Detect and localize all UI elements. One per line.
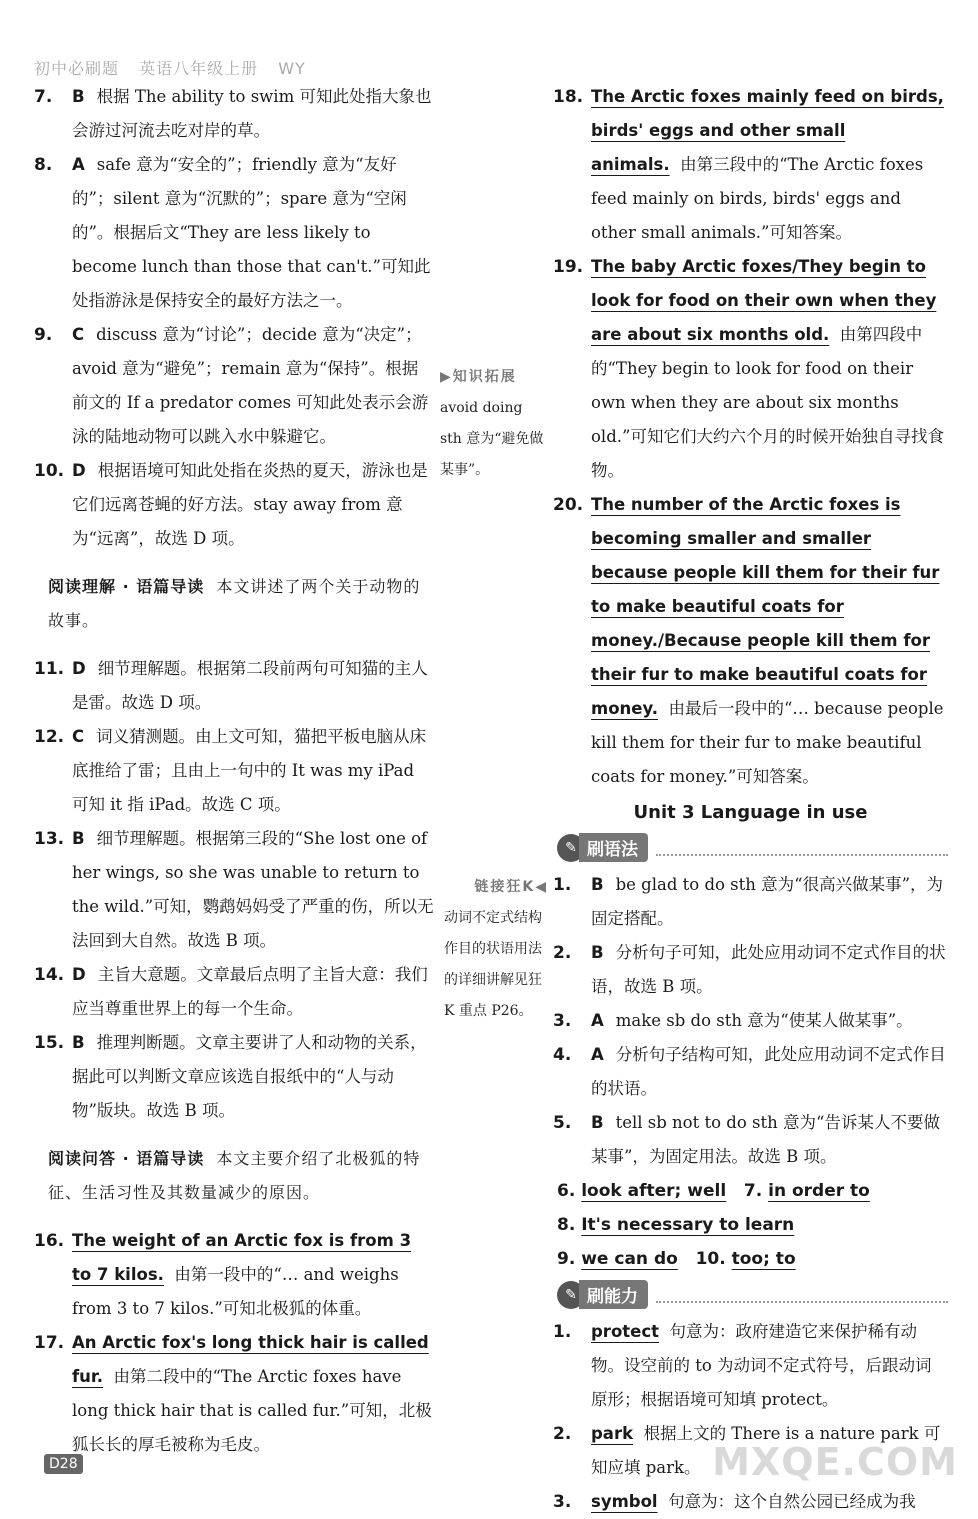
item-explanation: 主旨大意题。文章最后点明了主旨大意：我们应当尊重世界上的每一个生命。 — [72, 965, 428, 1018]
item-explanation: 推理判断题。文章主要讲了人和动物的关系，据此可以判断文章应该选自报纸中的“人与动物”版块。故选 B 项。 — [72, 1033, 427, 1120]
watermark: MXQE.COM — [712, 1440, 958, 1484]
section-label: 阅读理解 · 语篇导读 — [48, 577, 205, 596]
item-explanation: 由第一段中的“… and weighs from 3 to 7 kilos.”可知北极狐的体重。 — [72, 1265, 399, 1318]
item-answer: protect — [591, 1322, 660, 1341]
item-explanation: 词义猜测题。由上文可知，猫把平板电脑从床底推给了雷；且由上一句中的 It was my iPad 可知 it 指 iPad。故选 C 项。 — [72, 727, 427, 814]
answer-item-9 — [34, 318, 434, 454]
item-explanation: 句意为：政府建造它来保护稀有动物。设空前的 to 为动词不定式符号，后跟动词原形；根据语境可知填 protect。 — [591, 1322, 932, 1409]
link-note — [444, 872, 548, 1027]
item-explanation: tell sb not to do sth 意为“告诉某人不要做某事”，为固定用法。故选 B 项。 — [591, 1113, 940, 1166]
item-answer: A — [72, 155, 85, 174]
item-answer: The weight of an Arctic fox is from 3 to 7 kilos. — [72, 1231, 412, 1284]
item-explanation: 分析句子结构可知，此处应用动词不定式作目的状语。 — [591, 1045, 946, 1098]
item-number: 17. — [34, 1333, 65, 1353]
item-answer: An Arctic fox's long thick hair is called fur. — [72, 1333, 429, 1386]
answer-item-16 — [34, 1224, 434, 1326]
badge-label: 刷语法 — [579, 833, 648, 862]
page-number: D28 — [44, 1454, 83, 1474]
item-explanation: 由第二段中的“The Arctic foxes have long thick hair that is called fur.”可知，北极狐长长的厚毛被称为毛皮。 — [72, 1367, 432, 1454]
item-answer: look after; well — [581, 1181, 727, 1201]
answer-item-12 — [34, 720, 434, 822]
answer-item-7 — [34, 80, 434, 148]
ability-badge — [557, 1280, 948, 1309]
item-number: 19. — [553, 257, 584, 277]
subject-title: 英语八年级上册 — [139, 59, 259, 78]
item-number: 8. — [34, 155, 53, 175]
item-answer: B — [591, 1113, 604, 1132]
item-number: 7. — [34, 87, 53, 107]
item-answer: A — [591, 1011, 604, 1030]
note-title: ▶知识拓展 — [440, 369, 517, 385]
item-number: 20. — [553, 495, 584, 515]
item-explanation: discuss 意为“讨论”；decide 意为“决定”；avoid 意为“避免”；remain 意为“保持”。根据前文的 If a predator comes 可知此处表示会游泳的陆地动物可以跳入水中躲避它。 — [72, 325, 429, 446]
item-answer: in order to — [768, 1181, 870, 1201]
section-label: 阅读问答 · 语篇导读 — [48, 1149, 205, 1168]
answer-item-17 — [34, 1326, 434, 1462]
fill-row-8 — [553, 1208, 948, 1242]
answer-item-20 — [553, 488, 948, 794]
item-number: 8. — [557, 1215, 576, 1235]
item-answer: It's necessary to learn — [581, 1215, 795, 1235]
item-explanation: safe 意为“安全的”；friendly 意为“友好的”；silent 意为“沉默的”；spare 意为“空闲的”。根据后文“They are less likely to become lunch than those that can't.”可知此处指游泳是保持安全的最好方法之一。 — [72, 155, 431, 310]
item-explanation: 由第四段中的“They begin to look for food on their own when they are about six months old.”可知它们大约六个月的时候开始独自寻找食物。 — [591, 325, 944, 480]
knowledge-note — [440, 362, 544, 486]
item-number: 10. — [34, 461, 65, 481]
badge-divider — [656, 1287, 948, 1303]
answer-item-13 — [34, 822, 434, 958]
item-explanation: 细节理解题。根据第三段的“She lost one of her wings, so she was unable to return to the wild.”可知，鹦鹉妈妈受了严重的伤，所以无法回到大自然。故选 B 项。 — [72, 829, 434, 950]
note-text: avoid doing sth 意为“避免做某事”。 — [440, 400, 544, 478]
item-number: 18. — [553, 87, 584, 107]
answer-item-18 — [553, 80, 948, 250]
fill-row-9-10 — [553, 1242, 948, 1276]
grammar-item-1 — [553, 868, 948, 936]
answer-item-15 — [34, 1026, 434, 1128]
section-guide-qa — [48, 1142, 434, 1210]
note-text: 动词不定式结构作目的状语用法的详细讲解见狂 K 重点 P26。 — [444, 910, 542, 1019]
item-answer: B — [591, 943, 604, 962]
item-number: 9. — [557, 1249, 576, 1269]
fill-row-6-7 — [553, 1174, 948, 1208]
item-answer: D — [72, 965, 86, 984]
answer-item-10 — [34, 454, 434, 556]
item-explanation: 由第三段中的“The Arctic foxes feed mainly on birds, birds' eggs and other small animals.”可知答案。 — [591, 155, 924, 242]
item-number: 5. — [553, 1113, 572, 1133]
item-answer: too; to — [731, 1249, 796, 1269]
grammar-badge — [557, 833, 948, 862]
item-answer: C — [72, 727, 85, 746]
edition-label: WY — [278, 59, 306, 78]
item-answer: we can do — [581, 1249, 678, 1269]
item-number: 3. — [553, 1492, 572, 1512]
item-explanation: 细节理解题。根据第二段前两句可知猫的主人是雷。故选 D 项。 — [72, 659, 428, 712]
item-number: 1. — [553, 875, 572, 895]
ability-item-3 — [553, 1485, 948, 1519]
grammar-item-3 — [553, 1004, 948, 1038]
ability-icon: ✎ — [557, 1281, 585, 1309]
item-answer: B — [72, 1033, 85, 1052]
item-number: 11. — [34, 659, 65, 679]
item-number: 2. — [553, 943, 572, 963]
page-header — [34, 56, 320, 79]
item-answer: symbol — [591, 1492, 658, 1511]
item-explanation: 根据 The ability to swim 可知此处指大象也会游过河流去吃对岸的草。 — [72, 87, 432, 140]
item-number: 6. — [557, 1181, 576, 1201]
item-answer: park — [591, 1424, 634, 1443]
item-answer: A — [591, 1045, 604, 1064]
item-number: 3. — [553, 1011, 572, 1031]
item-number: 13. — [34, 829, 65, 849]
badge-divider — [656, 840, 948, 856]
item-answer: C — [72, 325, 85, 344]
item-answer: B — [591, 875, 604, 894]
item-number: 10. — [695, 1249, 726, 1269]
item-number: 16. — [34, 1231, 65, 1251]
note-title: 链接狂K◀ — [474, 879, 548, 895]
item-answer: B — [72, 829, 85, 848]
item-explanation: make sb do sth 意为“使某人做某事”。 — [615, 1011, 913, 1030]
grammar-item-2 — [553, 936, 948, 1004]
answer-item-14 — [34, 958, 434, 1026]
section-text: 本文讲述了两个关于动物的故事。 — [48, 577, 421, 630]
left-column — [34, 80, 434, 1462]
ability-item-1 — [553, 1315, 948, 1417]
item-answer: B — [72, 87, 85, 106]
item-number: 4. — [553, 1045, 572, 1065]
badge-label: 刷能力 — [579, 1280, 648, 1309]
right-column — [553, 80, 948, 1519]
grammar-item-4 — [553, 1038, 948, 1106]
section-text: 本文主要介绍了北极狐的特征、生活习性及其数量减少的原因。 — [48, 1149, 421, 1202]
item-answer: The number of the Arctic foxes is becoming smaller and smaller because people kill them for their fur to make beautiful coats for money./Because people kill them for their fur to make beautiful coats for money. — [591, 495, 940, 718]
unit-title: Unit 3 Language in use — [633, 802, 868, 823]
item-number: 15. — [34, 1033, 65, 1053]
item-number: 1. — [553, 1322, 572, 1342]
item-explanation: 根据语境可知此处指在炎热的夏天，游泳也是它们远离苍蝇的好方法。stay away from 意为“远离”，故选 D 项。 — [72, 461, 428, 548]
answer-item-11 — [34, 652, 434, 720]
item-explanation: 根据上文的 There is a nature park 可知应填 park。 — [591, 1424, 941, 1477]
section-guide-reading — [48, 570, 434, 638]
grammar-icon: ✎ — [557, 834, 585, 862]
answer-item-8 — [34, 148, 434, 318]
item-number: 14. — [34, 965, 65, 985]
item-number: 12. — [34, 727, 65, 747]
item-number: 9. — [34, 325, 53, 345]
item-explanation: be glad to do sth 意为“很高兴做某事”，为固定搭配。 — [591, 875, 944, 928]
item-answer: The baby Arctic foxes/They begin to look for food on their own when they are about six months old. — [591, 257, 937, 344]
item-answer: The Arctic foxes mainly feed on birds, birds' eggs and other small animals. — [591, 87, 944, 174]
answer-item-19 — [553, 250, 948, 488]
item-answer: D — [72, 659, 86, 678]
item-explanation: 分析句子可知，此处应用动词不定式作目的状语，故选 B 项。 — [591, 943, 946, 996]
item-explanation: 句意为：这个自然公园已经成为我 — [668, 1492, 916, 1511]
item-explanation: 由最后一段中的“… because people kill them for their fur to make beautiful coats for money.”可知答案。 — [591, 699, 944, 786]
item-number: 2. — [553, 1424, 572, 1444]
item-answer: D — [72, 461, 86, 480]
item-number: 7. — [743, 1181, 763, 1201]
grammar-item-5 — [553, 1106, 948, 1174]
book-title: 初中必刷题 — [34, 59, 120, 78]
